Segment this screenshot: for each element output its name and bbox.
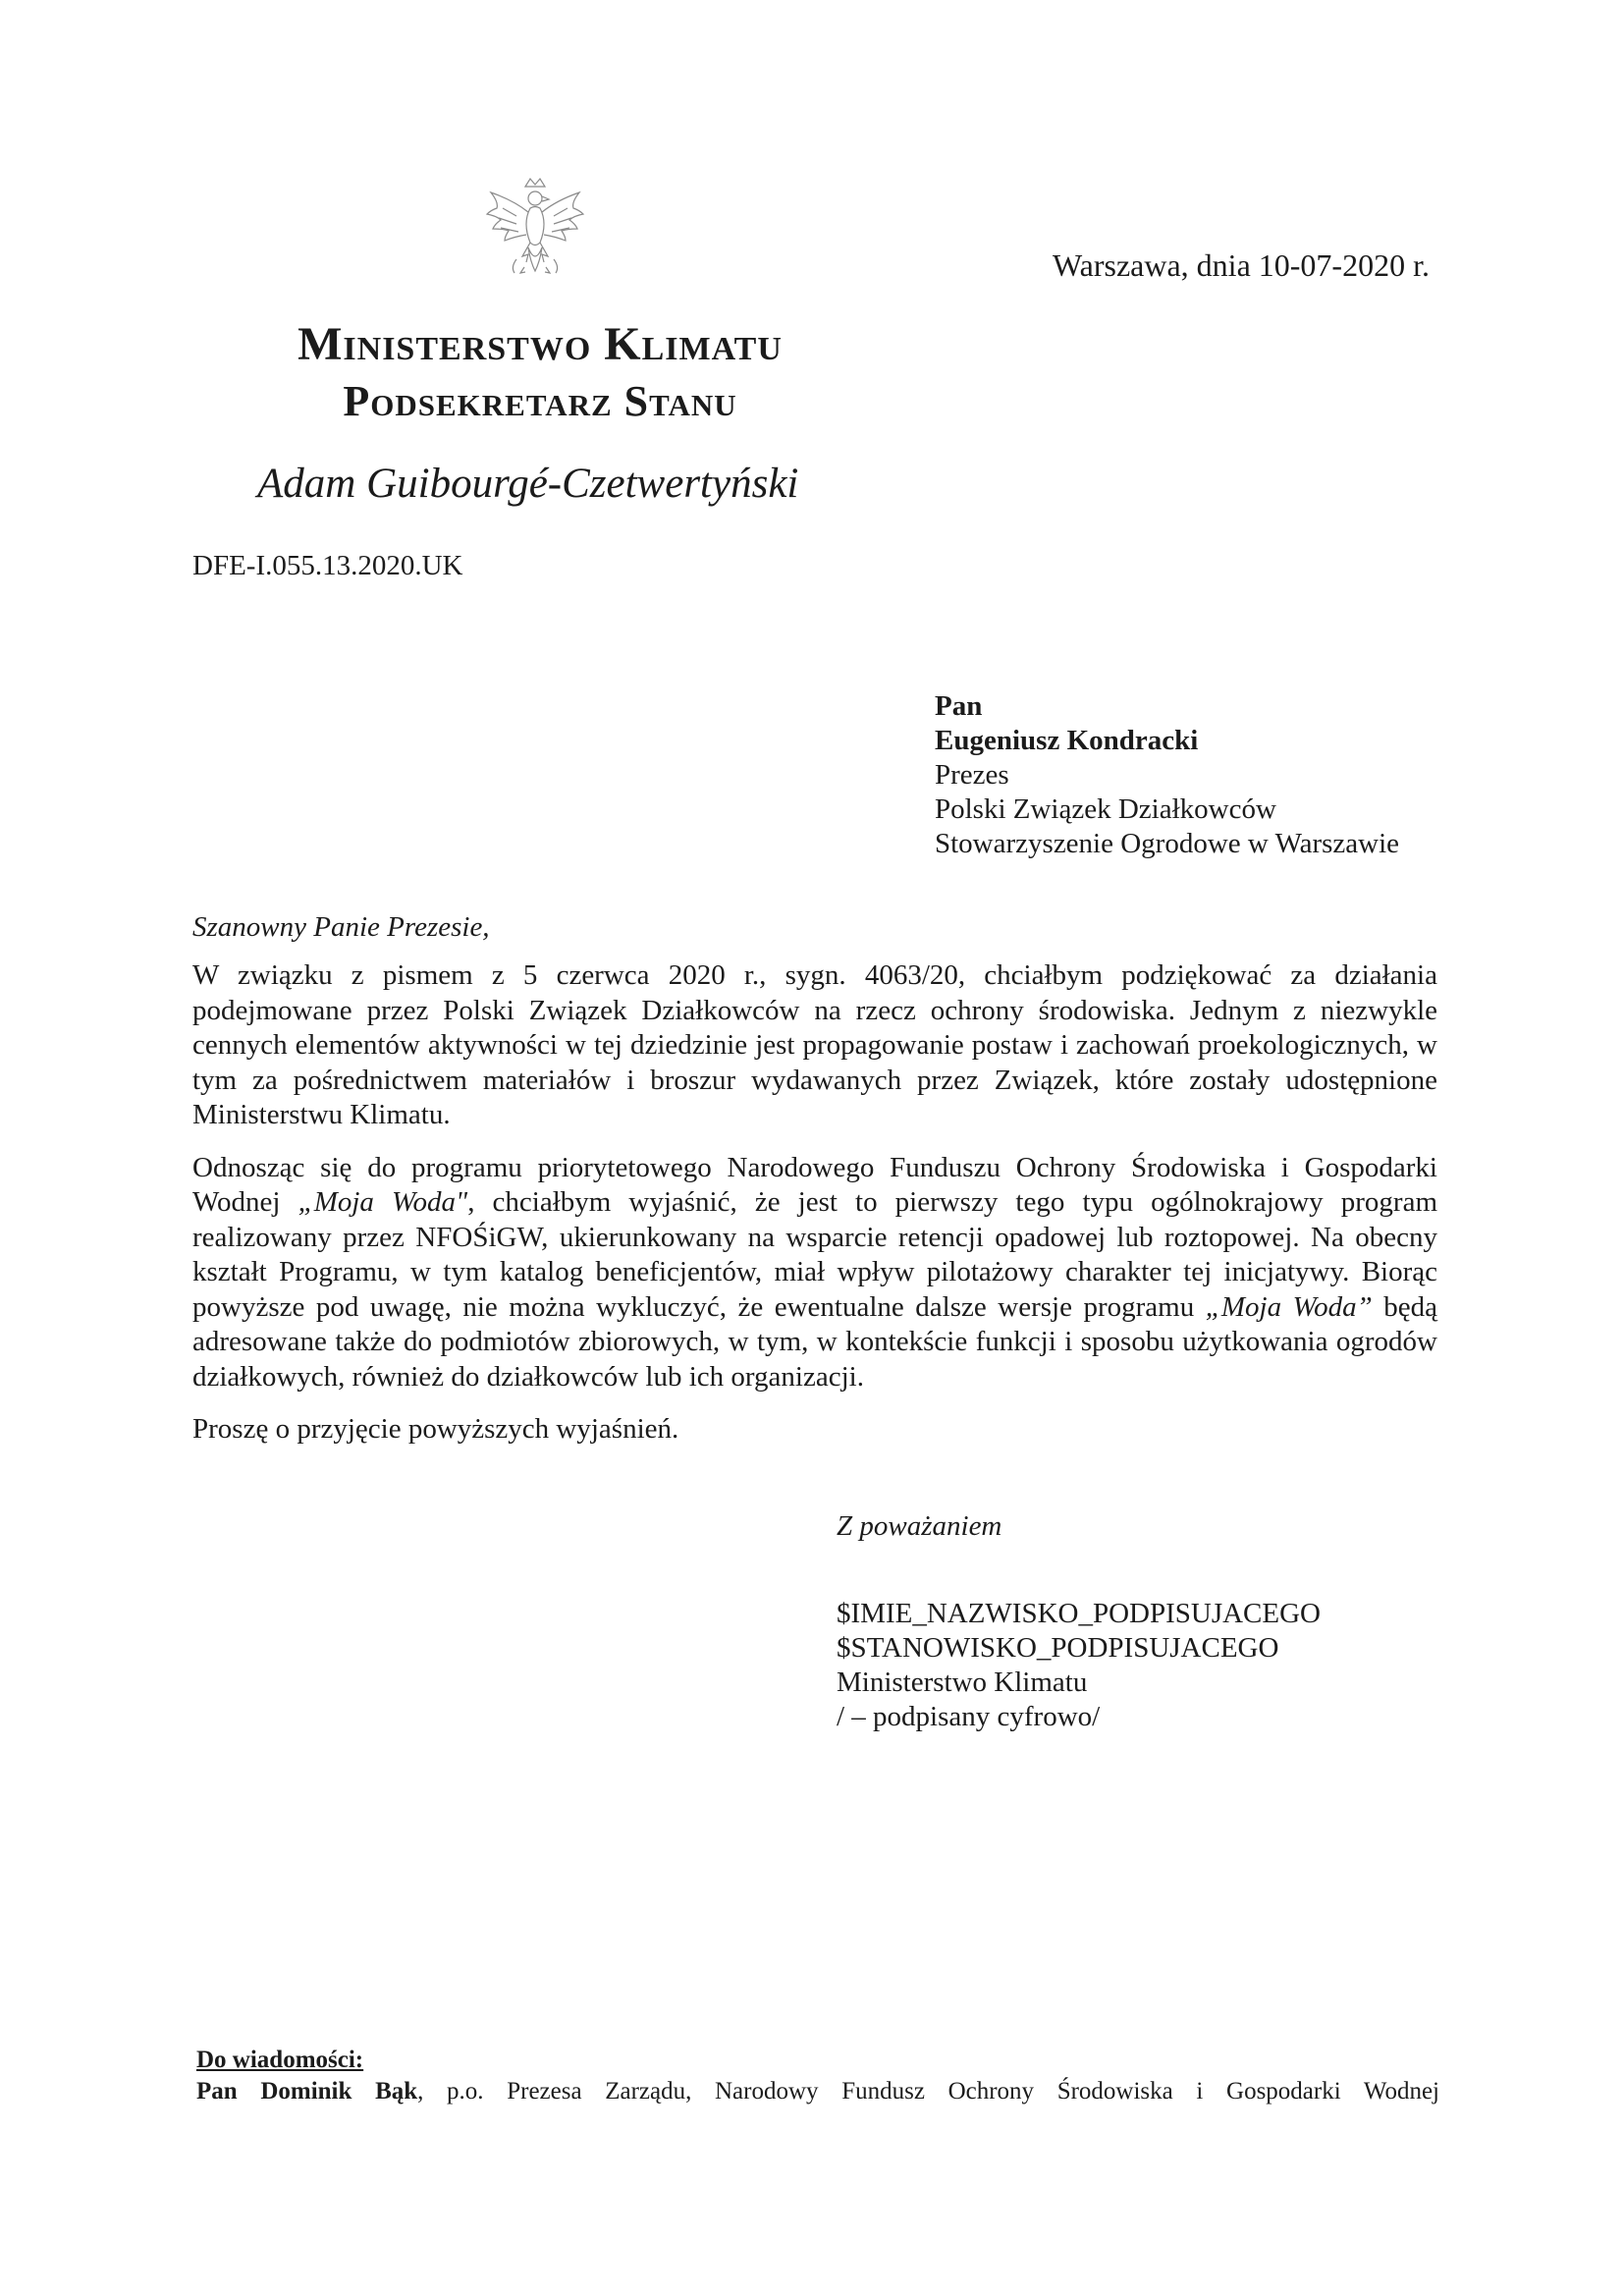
paragraph-2-text-a: Odnosząc się do programu priorytetowego Narodowego Funduszu Ochrony Środowiska i Gospodarki Wodnej (192, 1151, 1437, 1218)
recipient-organization: Polski Związek Działkowców (935, 793, 1276, 825)
paragraph-2-text-b: , chciałbym wyjaśnić, że jest to pierwszy tego typu ogólnokrajowy program realizowany przez NFOŚiGW, ukierunkowany na wsparcie retencji opadowej lub roztopowej. Na obecny kształt Programu, w tym katalog beneficjentów, miał wpływ pilotażowy charakter tej inicjatywy. Biorąc powyższe pod uwagę, nie można wykluczyć, że ewentualne dalsze wersje programu (192, 1186, 1438, 1323)
official-position: Podsekretarz Stanu (343, 377, 737, 425)
recipient-organization-subtitle: Stowarzyszenie Ogrodowe w Warszawie (935, 828, 1400, 859)
program-name: „Moja Woda" (298, 1186, 468, 1218)
paragraph-2-text-c: będą adresowane także do podmiotów zbiorowych, w tym, w kontekście funkcji i sposobu użytkowania ogrodów działkowych, również do działkowców lub ich organizacji. (192, 1290, 1437, 1393)
paragraph-2 (192, 1151, 1437, 1395)
closing: Z poważaniem (837, 1510, 1002, 1542)
cc-description: , p.o. Prezesa Zarządu, Narodowy Fundusz Ochrony Środowiska i Gospodarki Wodnej (417, 2078, 1440, 2105)
recipient-name: Eugeniusz Kondracki (935, 725, 1199, 756)
paragraph-1: W związku z pismem z 5 czerwca 2020 r., sygn. 4063/20, chciałbym podziękować za działania podejmowane przez Polski Związek Działkowców na rzecz ochrony środowiska. Jednym z niezwykle cennych elementów aktywności w tej dziedzinie jest propagowanie postaw i zachowań proekologicznych, w tym za pośrednictwem materiałów i broszur wydawanych przez Związek, które zostały udostępnione Ministerstwu Klimatu. (192, 959, 1437, 1130)
cc-recipient (196, 2076, 1439, 2107)
recipient-position: Prezes (935, 759, 1009, 791)
ministry-name: Ministerstwo Klimatu (298, 318, 783, 370)
signer-institution: Ministerstwo Klimatu (837, 1667, 1088, 1698)
cc-name: Pan Dominik Bąk (196, 2078, 418, 2105)
program-name-2: „Moja Woda” (1205, 1290, 1373, 1323)
ministry-header (196, 316, 884, 430)
reference-number: DFE-I.055.13.2020.UK (192, 550, 463, 581)
letter-body (192, 958, 1437, 1465)
signature-block (837, 1597, 1321, 1734)
cc-header: Do wiadomości: (196, 2047, 364, 2073)
paragraph-3: Proszę o przyjęcie powyższych wyjaśnień. (192, 1413, 679, 1445)
polish-eagle-emblem-icon (481, 169, 589, 285)
signer-name-placeholder: $IMIE_NAZWISKO_PODPISUJACEGO (837, 1598, 1321, 1629)
official-name: Adam Guibourgé-Czetwertyński (257, 461, 799, 507)
letter-date: Warszawa, dnia 10-07-2020 r. (1053, 247, 1430, 283)
recipient-block (935, 689, 1399, 861)
cc-block (196, 2045, 1439, 2107)
digital-signature-note: / – podpisany cyfrowo/ (837, 1701, 1101, 1732)
salutation: Szanowny Panie Prezesie, (192, 911, 490, 943)
signer-position-placeholder: $STANOWISKO_PODPISUJACEGO (837, 1632, 1279, 1664)
recipient-title: Pan (935, 690, 983, 722)
